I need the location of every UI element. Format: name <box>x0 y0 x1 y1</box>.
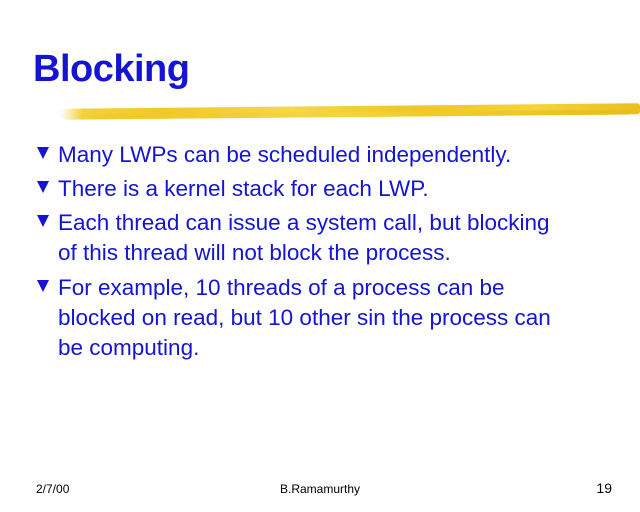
list-item <box>36 273 616 363</box>
footer-page-number: 19 <box>596 480 612 496</box>
list-item-text: For example, 10 threads of a process can be blocked on read, but 10 other sin the process can be computing. <box>58 274 551 360</box>
list-item <box>36 174 616 204</box>
page-title: Blocking <box>33 48 190 90</box>
list-item-text: Each thread can issue a system call, but blocking of this thread will not block the process. <box>58 210 550 266</box>
footer-author: B.Ramamurthy <box>279 482 361 496</box>
bullet-list <box>36 140 616 367</box>
chevron-bullet-icon <box>36 208 58 228</box>
list-item <box>36 140 616 170</box>
title-underline-brush <box>60 103 640 121</box>
chevron-bullet-icon <box>36 140 58 160</box>
slide-footer <box>0 470 640 510</box>
chevron-bullet-icon <box>36 273 58 293</box>
chevron-bullet-icon <box>36 174 58 194</box>
list-item <box>36 208 616 268</box>
list-item-text: There is a kernel stack for each LWP. <box>58 176 429 202</box>
list-item-text: Many LWPs can be scheduled independently. <box>58 142 512 167</box>
footer-date: 2/7/00 <box>36 482 70 496</box>
